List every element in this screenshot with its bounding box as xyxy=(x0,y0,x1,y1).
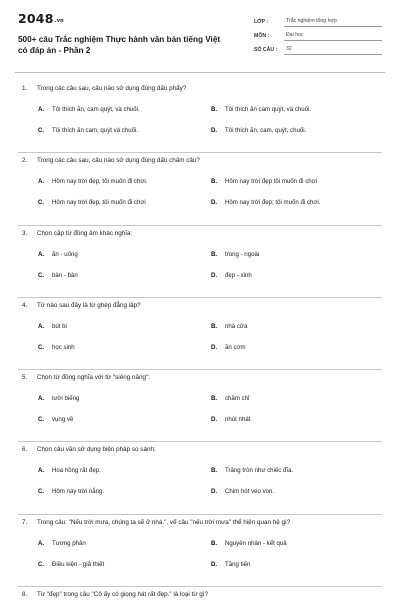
question-list xyxy=(18,81,382,600)
option-text: Tôi thích ăn cam, quýt và chuối. xyxy=(52,127,139,134)
option-text: trong - ngoài xyxy=(225,250,260,258)
answer-options xyxy=(18,177,382,207)
answer-option[interactable] xyxy=(38,322,211,331)
option-text: nhà cửa xyxy=(225,322,248,330)
option-letter: C. xyxy=(38,416,45,424)
option-letter: D. xyxy=(211,271,218,279)
answer-option[interactable] xyxy=(38,466,211,475)
question-line xyxy=(18,156,382,165)
brand-block xyxy=(18,12,223,72)
answer-option[interactable] xyxy=(211,126,382,135)
question-number: 8. xyxy=(22,591,28,599)
option-letter: C. xyxy=(38,488,45,496)
question-item xyxy=(18,370,382,442)
option-letter: D. xyxy=(211,199,218,207)
question-item xyxy=(18,81,382,153)
option-text: Hoa hồng rất đẹp. xyxy=(52,467,101,475)
question-item xyxy=(18,587,382,600)
question-number: 2. xyxy=(22,157,28,165)
answer-option[interactable] xyxy=(38,105,211,114)
header-divider xyxy=(15,72,385,73)
answer-option[interactable] xyxy=(38,394,211,403)
option-letter: A. xyxy=(38,178,45,186)
option-text: Hôm nay trời đẹp, tôi muốn đi chơi. xyxy=(52,178,148,186)
answer-option[interactable] xyxy=(211,343,382,352)
option-letter: D. xyxy=(211,560,218,568)
option-text: Tăng tiến xyxy=(225,560,251,568)
option-text: Nguyên nhân - kết quả xyxy=(225,539,287,547)
option-text: Chim hót véo von. xyxy=(225,488,275,496)
question-text: Chọn từ đồng nghĩa với từ "siêng năng": xyxy=(37,374,150,382)
answer-option[interactable] xyxy=(211,198,382,207)
answer-option[interactable] xyxy=(211,177,382,186)
answer-options xyxy=(18,322,382,352)
meta-value: Đại học xyxy=(284,32,382,41)
document-header xyxy=(18,0,382,72)
option-letter: A. xyxy=(38,250,45,258)
option-letter: A. xyxy=(38,322,45,330)
logo-tld: .vn xyxy=(54,18,64,24)
option-letter: C. xyxy=(38,199,45,207)
answer-option[interactable] xyxy=(38,487,211,496)
option-text: vụng về xyxy=(52,416,74,424)
answer-option[interactable] xyxy=(211,271,382,280)
option-text: đẹp - xinh xyxy=(225,271,252,279)
question-item xyxy=(18,515,382,587)
question-item xyxy=(18,226,382,298)
meta-row-class xyxy=(254,13,382,27)
option-text: ăn - uống xyxy=(52,250,78,258)
option-text: bàn - bàn xyxy=(52,271,78,279)
option-text: Điều kiện - giả thiết xyxy=(52,560,105,568)
question-number: 4. xyxy=(22,301,28,309)
question-number: 1. xyxy=(22,85,28,92)
answer-option[interactable] xyxy=(211,105,382,114)
answer-options xyxy=(18,250,382,280)
option-letter: B. xyxy=(211,106,218,113)
option-letter: D. xyxy=(211,416,218,424)
answer-option[interactable] xyxy=(38,560,211,569)
answer-option[interactable] xyxy=(211,250,382,259)
question-text: Chọn cặp từ đồng âm khác nghĩa: xyxy=(37,229,133,237)
answer-options xyxy=(18,394,382,424)
site-logo[interactable] xyxy=(18,12,223,28)
question-item xyxy=(18,298,382,370)
option-letter: B. xyxy=(211,467,218,475)
option-text: Trăng tròn như chiếc đĩa. xyxy=(225,467,294,475)
answer-option[interactable] xyxy=(38,126,211,135)
option-letter: C. xyxy=(38,560,45,568)
meta-key: LỚP : xyxy=(254,19,269,25)
document-title: 500+ câu Trắc nghiệm Thực hành văn bản tiếng Việt có đáp án - Phần 2 xyxy=(18,35,221,55)
option-letter: C. xyxy=(38,127,45,134)
option-letter: A. xyxy=(38,539,45,547)
option-letter: A. xyxy=(38,395,45,403)
option-letter: A. xyxy=(38,467,45,475)
question-text: Trong các câu sau, câu nào sử dụng đúng dấu phẩy? xyxy=(37,85,187,92)
option-text: lười biếng xyxy=(52,395,80,403)
answer-option[interactable] xyxy=(38,198,211,207)
option-text: Hôm nay trời đẹp, tôi muốn đi chơi xyxy=(52,199,146,207)
question-line xyxy=(18,301,382,310)
answer-options xyxy=(18,105,382,135)
option-letter: B. xyxy=(211,178,218,186)
question-line xyxy=(18,518,382,527)
option-letter: D. xyxy=(211,343,218,351)
question-number: 7. xyxy=(22,518,28,526)
answer-option[interactable] xyxy=(38,343,211,352)
question-line xyxy=(18,373,382,382)
logo-main: 2048 xyxy=(18,11,54,26)
meta-row-subject xyxy=(254,27,382,41)
question-text: Trong các câu sau, câu nào sử dụng đúng dấu chấm câu? xyxy=(37,157,200,165)
option-text: ăn cơm xyxy=(225,343,246,351)
answer-option[interactable] xyxy=(38,415,211,424)
question-line xyxy=(18,445,382,454)
option-text: học sinh xyxy=(52,343,75,351)
question-number: 3. xyxy=(22,229,28,237)
option-letter: D. xyxy=(211,127,218,134)
answer-option[interactable] xyxy=(38,539,211,548)
question-line xyxy=(18,229,382,238)
answer-option[interactable] xyxy=(211,394,382,403)
question-text: Trong câu: "Nếu trời mưa, chúng ta sẽ ở nhà.", vế câu "nếu trời mưa" thể hiện quan hệ gì? xyxy=(37,518,291,526)
option-text: Tôi thích ăn, cam quýt, và chuối. xyxy=(52,106,140,113)
option-text: Hôm nay trời nắng. xyxy=(52,488,105,496)
answer-option[interactable] xyxy=(211,487,382,496)
option-text: chăm chỉ xyxy=(225,395,250,403)
question-text: Từ "đẹp" trong câu "Cô ấy có giọng hát rất đẹp." là loại từ gì? xyxy=(37,591,209,599)
option-letter: D. xyxy=(211,488,218,496)
question-line xyxy=(18,590,382,599)
answer-option[interactable] xyxy=(38,250,211,259)
option-text: nhút nhát xyxy=(225,416,251,424)
option-letter: B. xyxy=(211,250,218,258)
option-letter: B. xyxy=(211,539,218,547)
meta-key: SỐ CÂU : xyxy=(254,47,278,53)
meta-value: Trắc nghiệm tổng hợp xyxy=(284,18,382,27)
option-letter: B. xyxy=(211,395,218,403)
option-letter: C. xyxy=(38,343,45,351)
option-text: Hôm nay trời đẹp tôi muốn đi chơi xyxy=(225,178,317,186)
option-text: Hôm nay trời đẹp; tôi muốn đi chơi. xyxy=(225,199,321,207)
meta-info xyxy=(254,13,382,72)
option-letter: A. xyxy=(38,106,45,113)
answer-option[interactable] xyxy=(211,539,382,548)
answer-options xyxy=(18,539,382,569)
option-text: bút bi xyxy=(52,322,67,330)
answer-options xyxy=(18,466,382,496)
option-text: Tương phản xyxy=(52,539,86,547)
question-number: 6. xyxy=(22,446,28,454)
answer-option[interactable] xyxy=(38,271,211,280)
question-item xyxy=(18,153,382,225)
meta-row-count xyxy=(254,41,382,55)
answer-option[interactable] xyxy=(211,415,382,424)
answer-option[interactable] xyxy=(211,322,382,331)
answer-option[interactable] xyxy=(211,560,382,569)
option-letter: C. xyxy=(38,271,45,279)
question-text: Chọn câu văn sử dụng biện pháp so sánh: xyxy=(37,446,156,454)
option-text: Tôi thích ăn, cam, quýt, chuối. xyxy=(225,127,307,134)
meta-key: MÔN : xyxy=(254,33,270,39)
meta-value: 32 xyxy=(284,46,382,55)
answer-option[interactable] xyxy=(211,466,382,475)
option-letter: B. xyxy=(211,322,218,330)
question-text: Từ nào sau đây là từ ghép đẳng lập? xyxy=(37,301,141,309)
answer-option[interactable] xyxy=(38,177,211,186)
question-item xyxy=(18,442,382,514)
question-line xyxy=(18,84,382,93)
question-number: 5. xyxy=(22,374,28,382)
option-text: Tôi thích ăn cam quýt, và chuối. xyxy=(225,106,312,113)
